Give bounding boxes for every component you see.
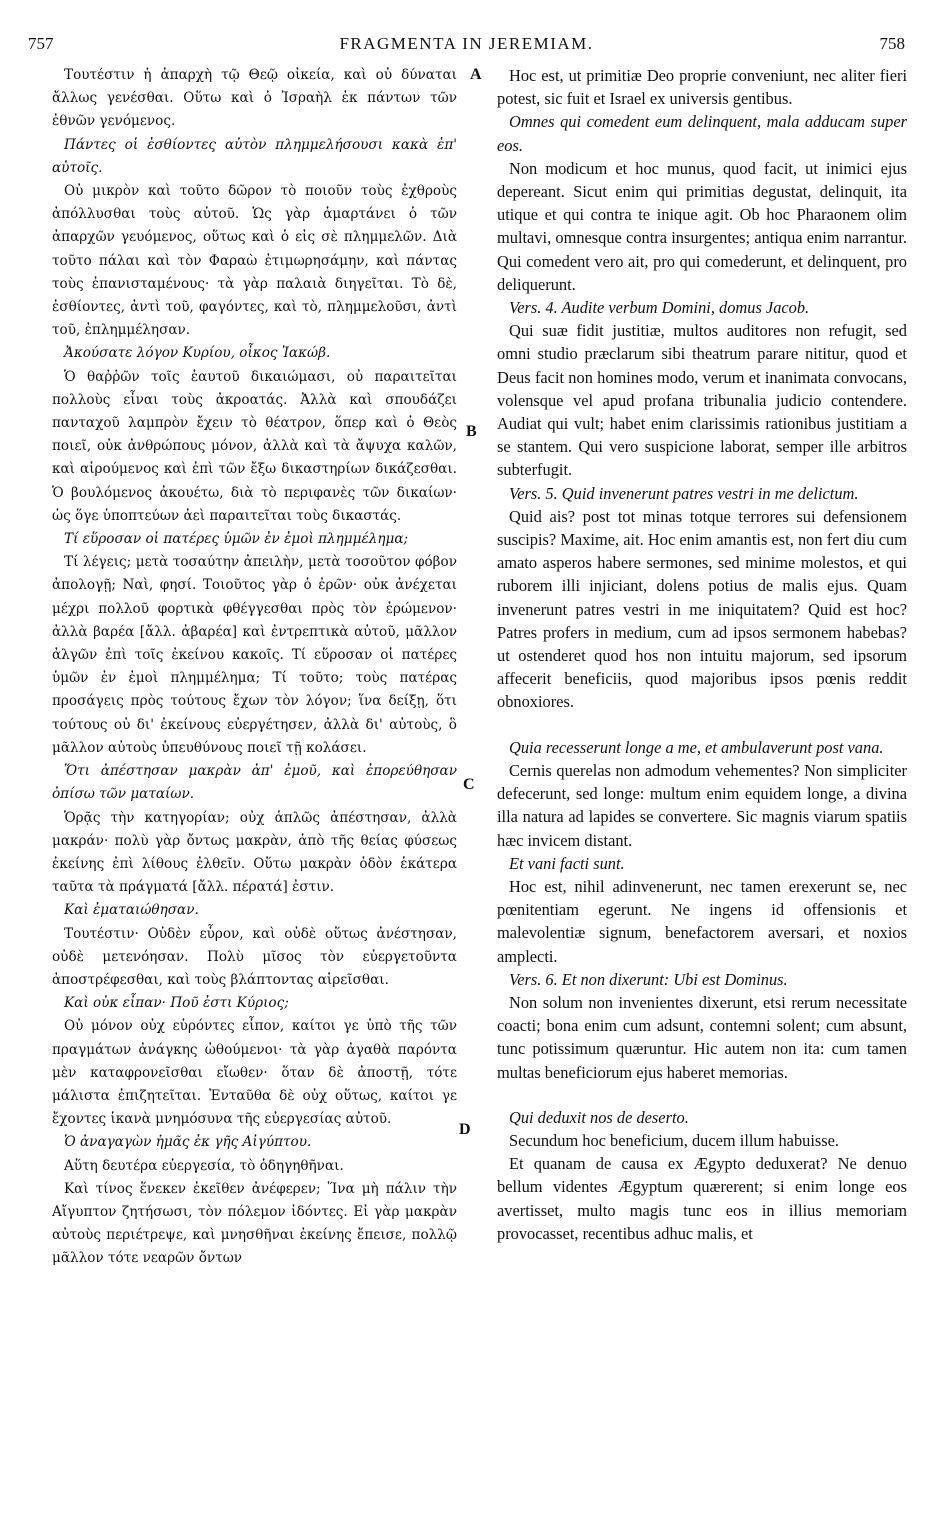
commentary-paragraph: Quid ais? post tot minas totque terrores sui defensionem suscipis? Maxime, ait. Hoc enim amantis est, non fert diu cum amato asperos habere sermones, sed minime molestos, et qui ruborem illi injiciant, dolens potius de malis ejus. Quam invenerunt patres vestri in me iniquitatem? Quid est hoc? Patres profers in medium, cum ad ipsos sermonem habebas? ut ostenderet quod hos non intuitu majorum, sed ipsorum affecerit beneficiis, quod majoribus ipsos pœnis reddit obnoxiores. — [497, 506, 907, 712]
margin-marker-a: A — [470, 66, 482, 83]
verse-lemma: Qui deduxit nos de deserto. — [509, 1107, 689, 1127]
latin-column — [497, 64, 907, 1534]
commentary-paragraph: Qui suæ fidit justitiæ, multos auditores non refugit, sed omni studio præclarum sibi theatrum parare nititur, quod et Deus facit non homines modo, verum et inanimata convocans, volensque vel apud profana tribunalia judicio contendere. Audiat qui vult; habet enim clarissimis rationibus justitiam a se stantem. Qui vero suspicione laborat, semper ille arbitros subterfugit. — [497, 321, 907, 480]
commentary-paragraph: Τουτέστιν· Οὐδὲν εὗρον, καὶ οὐδὲ οὕτως ἀνέστησαν, οὐδὲ μετενόησαν. Πολὺ μῖσος τὸν εὐεργετοῦντα ἀποστρέφεσθαι, καὶ τοὺς βλάπτοντας αἱρεῖσθαι. — [52, 925, 457, 988]
margin-marker-b: B — [466, 423, 477, 440]
verse-lemma: Ἀκούσατε λόγον Κυρίου, οἶκος Ἰακώβ. — [64, 345, 331, 362]
page-header — [28, 34, 905, 58]
verse-lemma: Καὶ οὐκ εἶπαν· Ποῦ ἐστι Κύριος; — [64, 995, 289, 1012]
verse-lemma: Et vani facti sunt. — [509, 853, 625, 873]
verse-lemma: Vers. 6. Et non dixerunt: Ubi est Dominus. — [509, 969, 788, 989]
commentary-paragraph: Τουτέστιν ἡ ἀπαρχὴ τῷ Θεῷ οἰκεία, καὶ οὐ δύναται ἄλλως γενέσθαι. Οὕτω καὶ ὁ Ἰσραὴλ ἐκ πάντων τῶν ἐθνῶν γενόμενος. — [52, 67, 457, 130]
section-spacer — [497, 714, 907, 736]
margin-marker-d: D — [459, 1121, 471, 1138]
commentary-paragraph: Hoc est, nihil adinvenerunt, nec tamen erexerunt se, nec pœnitentiam egerunt. Ne ingens id offensionis et malevolentiæ signum, benefactorem aversari, et noxios amplecti. — [497, 876, 907, 966]
commentary-paragraph: Et quanam de causa ex Ægypto deduxerat? Ne denuo bellum videntes Ægyptum quærerent; si enim longe eos avertisset, multo magis tunc eos in illius memoriam provocasset, recentibus adhuc malis, et — [497, 1154, 907, 1243]
commentary-paragraph: Τί λέγεις; μετὰ τοσαύτην ἀπειλὴν, μετὰ τοσοῦτον φόβον ἀπολογῇ; Ναὶ, φησί. Τοιοῦτος γὰρ ὁ ἐρῶν· οὐκ ἀνέχεται μέχρι πολλοῦ φορτικὰ φθέγγεσθαι πρὸς τὸν ἐρώμενον· ἀλλὰ βαρέα [ἄλλ. ἀβαρέα] καὶ ἐντρεπτικὰ αὐτοῦ, μᾶλλον ἀλγῶν ἐπὶ τοῖς ἐκείνου κακοῖς. Τί εὕροσαν οἱ πατέρες ὑμῶν ἐν ἐμοὶ πλημμέλημα; Τί τοῦτο; τοὺς πατέρας προσάγεις πρὸς τούτους ἔχων τὸν λόγον; ἵνα δείξῃ, ὅτι τούτους οὐ δι' ἐκείνους εὐεργέτησεν, ἀλλὰ δι' αὐτοὺς, ὃ μᾶλλον αὐτοὺς ὑπευθύνους ποιεῖ τῇ κολάσει. — [52, 554, 457, 756]
verse-lemma: Quia recesserunt longe a me, et ambulaverunt post vana. — [509, 737, 884, 757]
commentary-paragraph: Αὕτη δευτέρα εὐεργεσία, τὸ ὁδηγηθῆναι. — [64, 1157, 344, 1174]
page-number-left: 757 — [28, 34, 54, 53]
commentary-paragraph: Cernis querelas non admodum vehementes? Non simpliciter defecerunt, sed longe: multum enim equidem longe, a divina illa natura ad lapides se convertere. Sic magnis viarum spatiis hæc invicem distant. — [497, 760, 907, 850]
commentary-paragraph: Οὐ μόνον οὐχ εὑρόντες εἶπον, καίτοι γε ὑπὸ τῆς τῶν πραγμάτων ἀνάγκης ὠθούμενοι· τὰ γὰρ ἀγαθὰ παρόντα μὲν καταφρονεῖσθαι εἴωθεν· ὅταν δὲ ἀποστῇ, τότε μάλιστα ἐπιζητεῖται. Ἐνταῦθα δὲ οὐχ οὕτως, καίτοι γε ἔχοντες ἱκανὰ μνημόσυνα τῆς εὐεργεσίας αὐτοῦ. — [52, 1018, 457, 1128]
commentary-paragraph: Ὁ θαῤῥῶν τοῖς ἑαυτοῦ δικαιώμασι, οὐ παραιτεῖται πολλοὺς εἶναι τοὺς ἀκροατάς. Ἀλλὰ καὶ σπουδάζει πανταχοῦ λαμπρὸν ἔχειν τὸ θέατρον, ὅπερ καὶ ὁ Θεὸς ποιεῖ, οὐκ ἀνθρώπους μόνον, ἀλλὰ καὶ τὰ ἄψυχα καλῶν, καὶ αἱρούμενος καὶ ἐπὶ τῶν ἔξω δικαστηρίων δικάζεσθαι. Ὁ βουλόμενος ἀκουέτω, διὰ τὸ περιφανὲς τῶν δικαίων· ὡς ὅγε ὑποπτεύων ἀεὶ παραιτεῖται τοὺς δικαστάς. — [52, 368, 457, 524]
running-title: FRAGMENTA IN JEREMIAM. — [339, 34, 594, 53]
verse-lemma: Ὅτι ἀπέστησαν μακρὰν ἀπ' ἐμοῦ, καὶ ἐπορεύθησαν ὀπίσω τῶν ματαίων. — [52, 763, 457, 803]
verse-lemma: Ὁ ἀναγαγὼν ἡμᾶς ἐκ γῆς Αἰγύπτου. — [64, 1134, 312, 1151]
verse-lemma: Πάντες οἱ ἐσθίοντες αὐτὸν πλημμελήσουσι κακὰ ἐπ' αὐτοῖς. — [52, 136, 457, 176]
commentary-paragraph: Non modicum et hoc munus, quod facit, ut inimici ejus depereant. Sicut enim qui primitias degustat, delinquit, ita utique et qui contra te inique agit. Ob hoc Pharaonem olim multavi, omnesque contra insurgentes; antiqua enim narrantur. Qui comedent vero ait, pro qui comederunt, et delinquent, pro deliquerunt. — [497, 158, 907, 294]
margin-marker-c: C — [463, 776, 475, 793]
verse-lemma: Omnes qui comedent eum delinquent, mala adducam super eos. — [497, 112, 907, 155]
section-spacer — [497, 1084, 907, 1106]
commentary-paragraph: Non solum non invenientes dixerunt, etsi rerum necessitate coacti; bona enim cum adsunt, contemni solent; cum absunt, tunc potissimum quæruntur. Hic autem non ita: cum tamen multas beneficiorum ejus haberet memorias. — [497, 992, 907, 1082]
page-number-right: 758 — [879, 34, 905, 53]
commentary-paragraph: Οὐ μικρὸν καὶ τοῦτο δῶρον τὸ ποιοῦν τοὺς ἐχθροὺς ἀπόλλυσθαι τοὺς αὐτοῦ. Ὡς γὰρ ἁμαρτάνει ὁ τῶν ἀπαρχῶν γευόμενος, οὕτως καὶ ὁ εἰς σὲ πλημμελῶν. Διὰ τοῦτο πάλαι καὶ τὸν Φαραὼ ἐτιμωρησάμην, καὶ πάντας τοὺς ἐπανισταμένους· τὰ γὰρ παλαιὰ διηγεῖται. Τὸ δὲ, ἐσθίοντες, ἀντὶ τοῦ, φαγόντες, καὶ τὸ, πλημμελοῦσι, ἀντὶ τοῦ, ἐπλημμέλησαν. — [52, 183, 457, 339]
commentary-paragraph: Ὁρᾷς τὴν κατηγορίαν; οὐχ ἁπλῶς ἀπέστησαν, ἀλλὰ μακράν· πολὺ γὰρ ὄντως μακρὰν, ἀπὸ τῆς θείας φύσεως ἐκείνης ἐπὶ λίθους ἐλθεῖν. Οὕτω μακρὰν ὁδὸν ἑκάτερα ταῦτα τὰ πράγματά [ἄλλ. πέρατά] ἐστιν. — [52, 809, 457, 896]
commentary-paragraph: Secundum hoc beneficium, ducem illum habuisse. — [509, 1130, 840, 1150]
verse-lemma: Vers. 4. Audite verbum Domini, domus Jacob. — [509, 298, 810, 318]
greek-column — [52, 64, 457, 1534]
verse-lemma: Vers. 5. Quid invenerunt patres vestri in me delictum. — [509, 483, 859, 503]
verse-lemma: Τί εὕροσαν οἱ πατέρες ὑμῶν ἐν ἐμοὶ πλημμέλημα; — [64, 531, 409, 548]
commentary-paragraph: Hoc est, ut primitiæ Deo proprie conveniunt, nec aliter fieri potest, sic fuit et Israel ex universis gentibus. — [497, 66, 907, 109]
verse-lemma: Καὶ ἐματαιώθησαν. — [64, 902, 199, 919]
commentary-paragraph: Καὶ τίνος ἕνεκεν ἐκεῖθεν ἀνέφερεν; Ἵνα μὴ πάλιν τὴν Αἴγυπτον ζητήσωσι, τὸν πόλεμον ἰδόντες. Εἰ γὰρ μακρὰν αὐτοὺς περιέτρεψε, καὶ μνησθῆναι ἐκείνης ἔπεισε, πολλῷ μᾶλλον τότε νεαρῶν ὄντων — [52, 1180, 457, 1267]
